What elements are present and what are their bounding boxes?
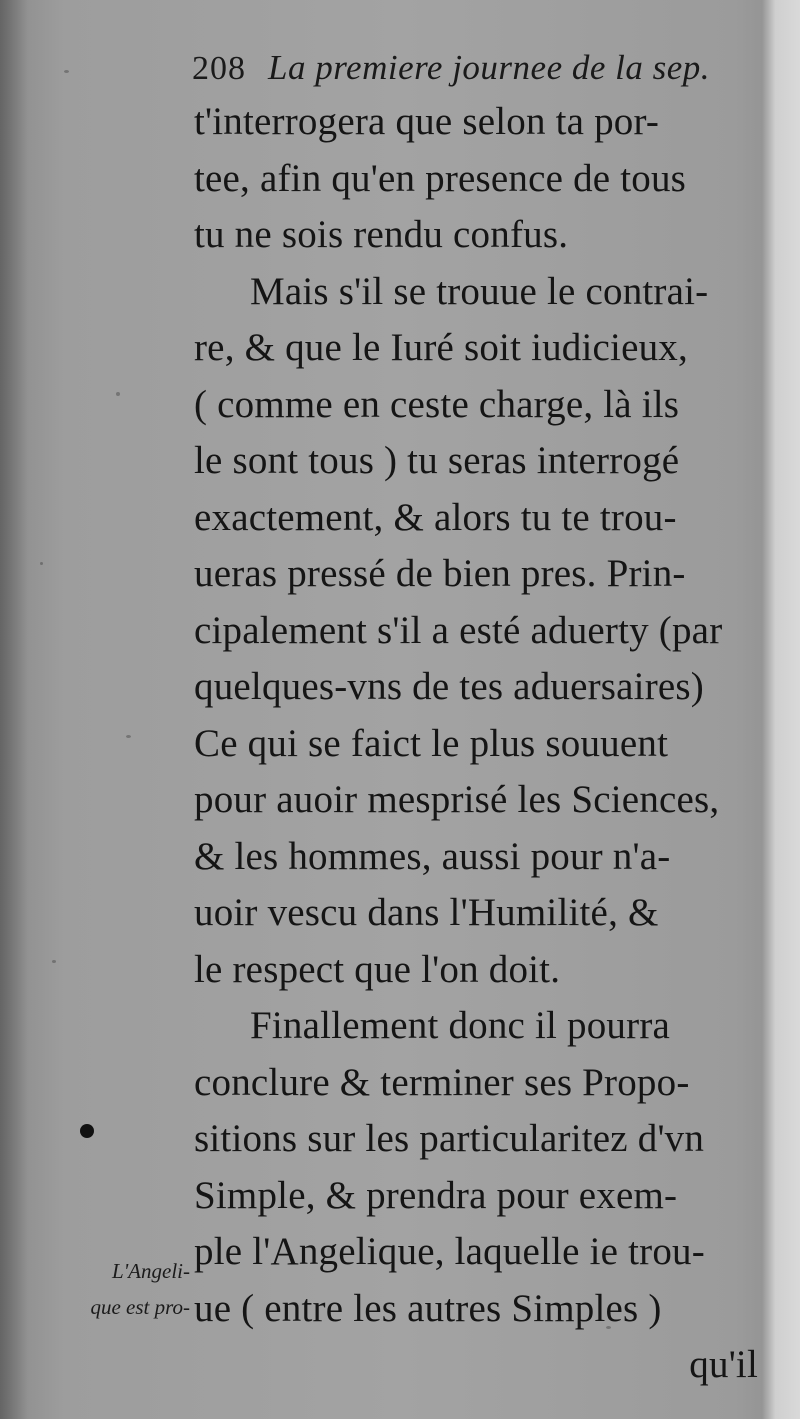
paper-fleck <box>40 562 43 565</box>
text-line: re, & que le Iuré soit iudicieux, <box>194 326 688 369</box>
running-head <box>192 48 762 96</box>
right-page-margin <box>762 0 800 1419</box>
catchword: qu'il <box>689 1343 758 1386</box>
margin-note-line: L'Angeli- <box>112 1259 190 1283</box>
paragraph-start-line: Mais s'il se trouue le contrai- <box>250 269 709 313</box>
text-line: ple l'Angelique, laquelle ie trou- <box>194 1230 705 1273</box>
body-text <box>194 94 762 1394</box>
text-line: le sont tous ) tu seras interrogé <box>194 439 680 482</box>
text-line: Simple, & prendra pour exem- <box>194 1173 678 1217</box>
text-line: pour auoir mesprisé les Sciences, <box>194 778 720 821</box>
text-line: & les hommes, aussi pour n'a- <box>194 834 671 878</box>
text-line: ( comme en ceste charge, là ils <box>194 382 680 426</box>
text-line: cipalement s'il a esté aduerty (par <box>194 608 723 652</box>
paper-fleck <box>64 70 69 73</box>
paper-fleck <box>52 960 56 963</box>
ink-dot <box>80 1124 94 1138</box>
text-line: sitions sur les particularitez d'vn <box>194 1117 705 1160</box>
running-title: La premiere journee de la sep. <box>268 48 711 87</box>
text-line: t'interrogera que selon ta por- <box>194 100 660 143</box>
text-line: ueras pressé de bien pres. Prin- <box>194 552 686 595</box>
text-line: quelques-vns de tes aduersaires) <box>194 665 704 708</box>
text-line: conclure & terminer ses Propo- <box>194 1060 690 1104</box>
paper-fleck <box>126 735 131 738</box>
text-line: uoir vescu dans l'Humilité, & <box>194 891 659 934</box>
margin-note-line: que est pro- <box>90 1295 190 1319</box>
paragraph-start-line: Finallement donc il pourra <box>250 1004 671 1047</box>
text-line: tee, afin qu'en presence de tous <box>194 156 687 200</box>
text-line: ue ( entre les autres Simples ) <box>194 1286 662 1330</box>
text-line: tu ne sois rendu confus. <box>194 213 569 256</box>
paper-fleck <box>116 392 120 396</box>
margin-note <box>70 1253 190 1325</box>
text-line: le respect que l'on doit. <box>194 947 561 991</box>
page-number: 208 <box>192 50 246 87</box>
text-line: Ce qui se faict le plus souuent <box>194 721 669 765</box>
gutter-shadow <box>0 0 28 1419</box>
text-line: exactement, & alors tu te trou- <box>194 495 677 539</box>
